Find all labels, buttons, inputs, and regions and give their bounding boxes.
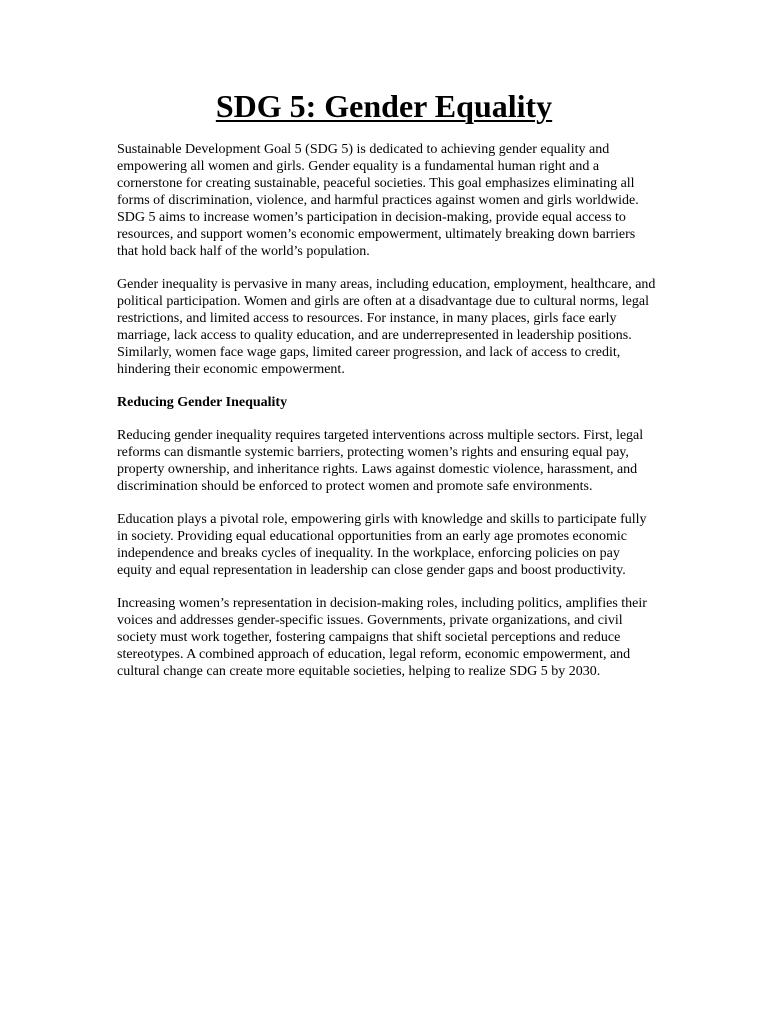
section-heading: Reducing Gender Inequality bbox=[117, 395, 288, 410]
legal-reform-paragraph: Reducing gender inequality requires targeted interventions across multiple sectors. First, legal reforms can dismantle systemic barriers, protecting women’s rights and ensuring equal pay, property ownership, and inheritance rights. Laws against domestic violence, harassment, and discrimination should be enforced to protect women and promote safe environments. bbox=[117, 428, 644, 494]
education-paragraph: Education plays a pivotal role, empowering girls with knowledge and skills to participate fully in society. Providing equal educational opportunities from an early age promotes economic independence and breaks cycles of inequality. In the workplace, enforcing policies on pay equity and equal representation in leadership can close gender gaps and boost productivity. bbox=[117, 512, 647, 578]
page-title: SDG 5: Gender Equality bbox=[215, 88, 553, 124]
document-body bbox=[117, 141, 657, 696]
representation-paragraph: Increasing women’s representation in decision-making roles, including politics, amplifies their voices and addresses gender-specific issues. Governments, private organizations, and civil society must work together, fostering campaigns that shift societal perceptions and reduce stereotypes. A combined approach of education, legal reform, economic empowerment, and cultural change can create more equitable societies, helping to realize SDG 5 by 2030. bbox=[117, 596, 647, 679]
inequality-paragraph: Gender inequality is pervasive in many areas, including education, employment, healthcare, and political participation. Women and girls are often at a disadvantage due to cultural norms, legal restrictions, and limited access to resources. For instance, in many places, girls face early marriage, lack access to quality education, and are underrepresented in leadership positions. Similarly, women face wage gaps, limited career progression, and lack of access to credit, hindering their economic empowerment. bbox=[117, 277, 656, 377]
intro-paragraph: Sustainable Development Goal 5 (SDG 5) is dedicated to achieving gender equality and empowering all women and girls. Gender equality is a fundamental human right and a cornerstone for creating sustainable, peaceful societies. This goal emphasizes eliminating all forms of discrimination, violence, and harmful practices against women and girls worldwide. SDG 5 aims to increase women’s participation in decision-making, provide equal access to resources, and support women’s economic empowerment, ultimately breaking down barriers that hold back half of the world’s population. bbox=[117, 142, 639, 259]
